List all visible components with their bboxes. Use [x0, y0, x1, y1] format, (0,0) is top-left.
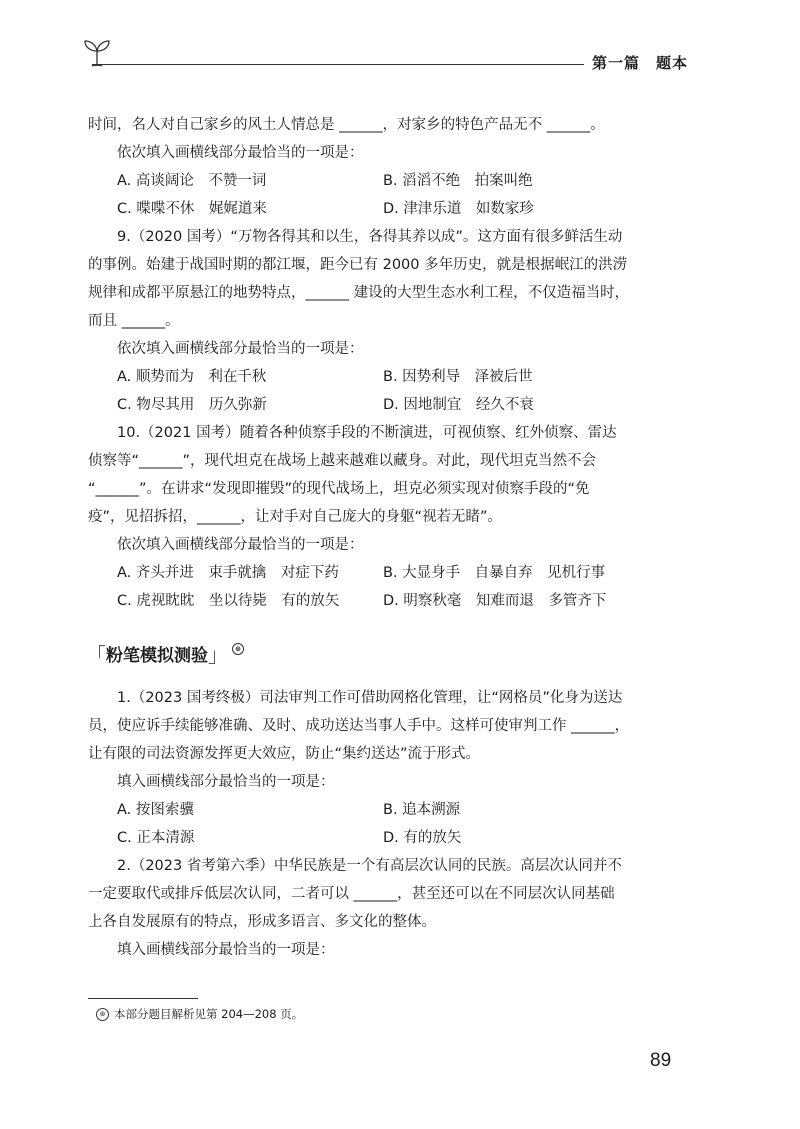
q10-option-c: C. 虎视眈眈 坐以待毙 有的放矢	[117, 593, 340, 609]
q9-line-4: 而且 ______。	[88, 313, 180, 329]
section-title	[86, 639, 670, 668]
section-bracket-close: 」	[208, 643, 228, 667]
q8-option-a: A. 高谈阔论 不赞一词	[117, 173, 267, 189]
s1-option-d: D. 有的放矢	[383, 830, 462, 846]
s1-options	[88, 798, 670, 854]
page-content	[88, 113, 670, 966]
q9-instruction: 依次填入画横线部分最恰当的一项是：	[117, 341, 364, 357]
s1-option-b: B. 追本溯源	[383, 802, 461, 818]
footnote-rule	[88, 998, 198, 999]
q10-line-1: 10.（2021 国考）随着各种侦察手段的不断演进，可视侦察、红外侦察、雷达	[117, 425, 617, 441]
q9-options	[88, 365, 670, 421]
q8-instruction: 依次填入画横线部分最恰当的一项是：	[117, 145, 364, 161]
s1-line-1: 1.（2023 国考终极）司法审判工作可借助网格化管理，让“网格员”化身为送达	[117, 690, 623, 706]
q10-line-4: 疫”，见招拆招，______，让对手对自己庞大的身躯“视若无睹”。	[88, 509, 503, 525]
q10-options	[88, 561, 670, 617]
s2-instruction: 填入画横线部分最恰当的一项是：	[117, 942, 335, 958]
q9-line-2: 的事例。始建于战国时期的都江堰，距今已有 2000 多年历史，就是根据岷江的洪涝	[88, 257, 628, 273]
q10-line-2: 侦察等“______”，现代坦克在战场上越来越难以藏身。对此，现代坦克当然不会	[88, 453, 597, 469]
q10-option-a: A. 齐头并进 束手就擒 对症下药	[117, 565, 339, 581]
header-title: 第一篇 题本	[592, 54, 689, 72]
q8-option-d: D. 津津乐道 如数家珍	[383, 201, 534, 217]
page-number: 89	[650, 1050, 672, 1071]
s1-option-a: A. 按图索骥	[117, 802, 194, 818]
s2-line-3: 上各自发展原有的特点，形成多语言、多文化的整体。	[88, 914, 436, 930]
q10-line-3: “______”。在讲求“发现即摧毁”的现代战场上，坦克必须实现对侦察手段的“免	[88, 481, 590, 497]
s1-line-3: 让有限的司法资源发挥更大效应，防止“集约送达”流于形式。	[88, 746, 481, 762]
q10-instruction: 依次填入画横线部分最恰当的一项是：	[117, 537, 364, 553]
s1-option-c: C. 正本清源	[117, 830, 195, 846]
s2-line-2: 一定要取代或排斥低层次认同，二者可以 ______，甚至还可以在不同层次认同基础	[88, 886, 615, 902]
s1-instruction: 填入画横线部分最恰当的一项是：	[117, 774, 335, 790]
footnote-mark-icon: ⊛	[232, 643, 244, 655]
q10-option-b: B. 大显身手 自暴自弃 见机行事	[383, 565, 606, 581]
section-title-text: 粉笔模拟测验	[106, 646, 208, 666]
q8-text: 时间，名人对自己家乡的风土人情总是 ______，对家乡的特色产品无不 ______。	[88, 117, 605, 133]
section-bracket-open: 「	[86, 643, 106, 667]
q9-line-3: 规律和成都平原悬江的地势特点，______ 建设的大型生态水利工程，不仅造福当时，	[88, 285, 630, 301]
q8-option-b: B. 滔滔不绝 拍案叫绝	[383, 173, 533, 189]
q8-options	[88, 169, 670, 225]
q9-option-c: C. 物尽其用 历久弥新	[117, 397, 267, 413]
q9-option-d: D. 因地制宜 经久不衰	[383, 397, 534, 413]
q9-option-b: B. 因势利导 泽被后世	[383, 369, 533, 385]
s2-line-1: 2.（2023 省考第六季）中华民族是一个有高层次认同的民族。高层次认同并不	[117, 858, 622, 874]
q10-option-d: D. 明察秋毫 知难而退 多管齐下	[383, 593, 607, 609]
footnote-mark-icon: ⊛	[96, 1008, 109, 1021]
footnote-text: 本部分题目解析见第 204—208 页。	[114, 1007, 304, 1021]
q8-option-c: C. 喋喋不休 娓娓道来	[117, 201, 267, 217]
q9-option-a: A. 顺势而为 利在千秋	[117, 369, 267, 385]
header-rule	[92, 64, 584, 65]
q9-line-1: 9.（2020 国考）“万物各得其和以生，各得其养以成”。这方面有很多鲜活生动	[117, 229, 623, 245]
s1-line-2: 员，使应诉手续能够准确、及时、成功送达当事人手中。这样可使审判工作 ______，	[88, 718, 630, 734]
footnote	[96, 1006, 303, 1022]
